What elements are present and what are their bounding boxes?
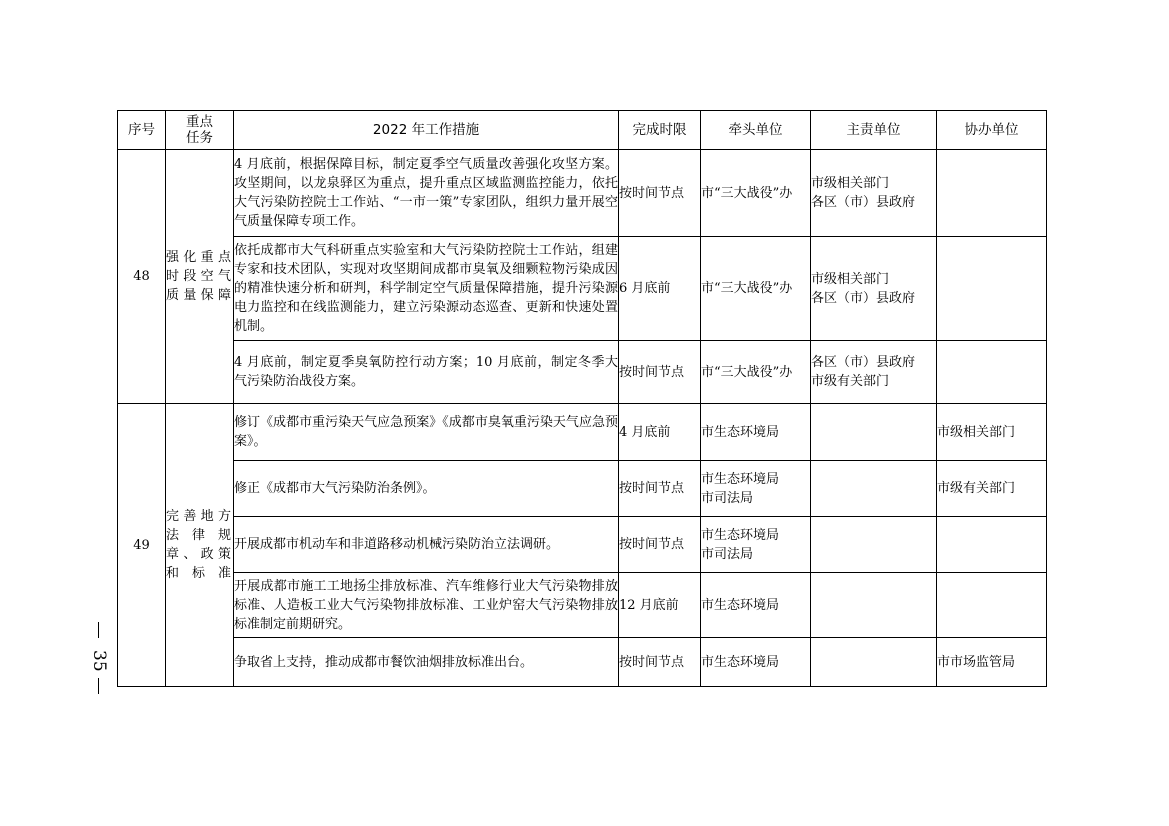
deadline-cell: 按时间节点 [619, 341, 701, 404]
lead-unit-cell: 市“三大战役”办 [701, 150, 811, 237]
table-row [118, 517, 1047, 573]
assist-unit-cell [937, 341, 1047, 404]
item-number-49: 49 [118, 404, 166, 687]
assist-unit-cell: 市市场监管局 [937, 638, 1047, 687]
measure-cell: 开展成都市施工工地扬尘排放标准、汽车维修行业大气污染物排放标准、人造板工业大气污染物排放标准、工业炉窑大气污染物排放标准制定前期研究。 [234, 573, 619, 638]
main-unit-cell [811, 404, 937, 461]
main-unit-cell [811, 461, 937, 517]
assist-unit-cell: 市级有关部门 [937, 461, 1047, 517]
lead-unit-cell: 市生态环境局 [701, 638, 811, 687]
measures-table [117, 110, 1047, 687]
main-unit-cell [811, 638, 937, 687]
header-assist: 协办单位 [937, 111, 1047, 150]
table-row [118, 341, 1047, 404]
measure-cell: 4 月底前，根据保障目标，制定夏季空气质量改善强化攻坚方案。攻坚期间，以龙泉驿区为重点，提升重点区域监测监控能力，依托大气污染防控院士工作站、“一市一策”专家团队，组织力量开展空气质量保障专项工作。 [234, 150, 619, 237]
deadline-cell: 按时间节点 [619, 517, 701, 573]
assist-unit-cell [937, 573, 1047, 638]
lead-unit-cell: 市生态环境局 市司法局 [701, 461, 811, 517]
header-no: 序号 [118, 111, 166, 150]
lead-unit-cell: 市“三大战役”办 [701, 237, 811, 341]
lead-unit-cell: 市“三大战役”办 [701, 341, 811, 404]
page-number-dash-bottom [98, 678, 99, 694]
header-deadline: 完成时限 [619, 111, 701, 150]
header-measures: 2022 年工作措施 [234, 111, 619, 150]
task-49: 完善地方法律规章、政策和标准 [166, 404, 234, 687]
main-unit-cell: 各区（市）县政府 市级有关部门 [811, 341, 937, 404]
header-task [166, 111, 234, 150]
lead-unit-cell: 市生态环境局 [701, 404, 811, 461]
deadline-cell: 6 月底前 [619, 237, 701, 341]
page-number-text: 35 [89, 650, 109, 672]
main-unit-cell: 市级相关部门 各区（市）县政府 [811, 150, 937, 237]
measure-cell: 修订《成都市重污染天气应急预案》《成都市臭氧重污染天气应急预案》。 [234, 404, 619, 461]
table-row [118, 150, 1047, 237]
main-unit-cell [811, 573, 937, 638]
table-row [118, 237, 1047, 341]
table-row [118, 404, 1047, 461]
measure-cell: 开展成都市机动车和非道路移动机械污染防治立法调研。 [234, 517, 619, 573]
assist-unit-cell [937, 150, 1047, 237]
measure-cell: 修正《成都市大气污染防治条例》。 [234, 461, 619, 517]
deadline-cell: 按时间节点 [619, 638, 701, 687]
measure-cell: 依托成都市大气科研重点实验室和大气污染防控院士工作站，组建专家和技术团队，实现对攻坚期间成都市臭氧及细颗粒物污染成因的精准快速分析和研判，科学制定空气质量保障措施，提升污染源电力监控和在线监测能力，建立污染源动态巡查、更新和快速处置机制。 [234, 237, 619, 341]
header-main: 主责单位 [811, 111, 937, 150]
deadline-cell: 12 月底前 [619, 573, 701, 638]
assist-unit-cell [937, 237, 1047, 341]
header-task-text: 重点 任务 [186, 114, 213, 146]
task-48: 强化重点时段空气质量保障 [166, 150, 234, 404]
main-unit-cell [811, 517, 937, 573]
lead-unit-cell: 市生态环境局 [701, 573, 811, 638]
measure-cell: 4 月底前，制定夏季臭氧防控行动方案；10 月底前，制定冬季大气污染防治战役方案。 [234, 341, 619, 404]
page-number-dash-top [98, 622, 99, 638]
item-number-48: 48 [118, 150, 166, 404]
assist-unit-cell: 市级相关部门 [937, 404, 1047, 461]
deadline-cell: 按时间节点 [619, 461, 701, 517]
main-unit-cell: 市级相关部门 各区（市）县政府 [811, 237, 937, 341]
lead-unit-cell: 市生态环境局 市司法局 [701, 517, 811, 573]
measure-cell: 争取省上支持，推动成都市餐饮油烟排放标准出台。 [234, 638, 619, 687]
table-row [118, 573, 1047, 638]
page-number [84, 622, 114, 692]
header-lead: 牵头单位 [701, 111, 811, 150]
table-row [118, 638, 1047, 687]
deadline-cell: 按时间节点 [619, 150, 701, 237]
assist-unit-cell [937, 517, 1047, 573]
deadline-cell: 4 月底前 [619, 404, 701, 461]
table-row [118, 461, 1047, 517]
header-row [118, 111, 1047, 150]
